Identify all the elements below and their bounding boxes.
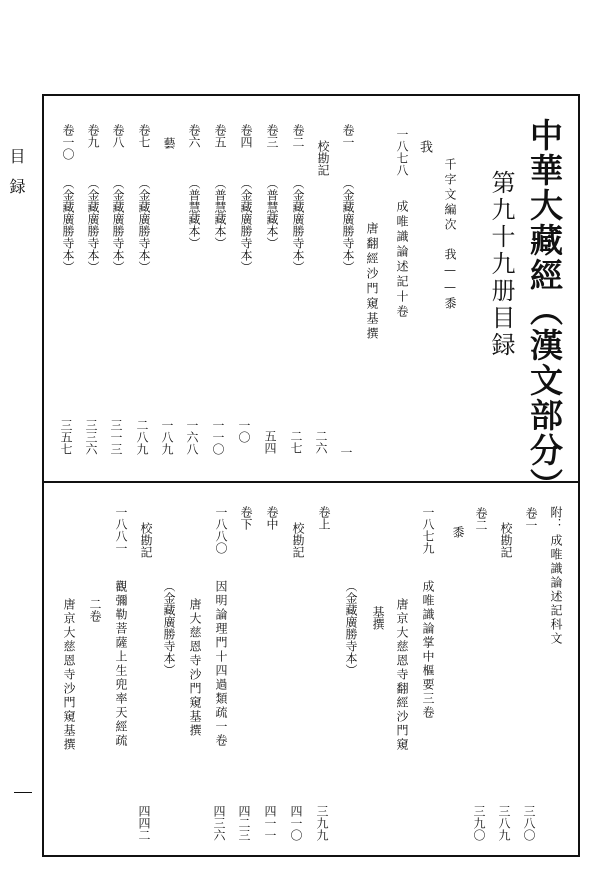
section-source: ︵金藏廣勝寺本︶ xyxy=(341,177,355,273)
section-label: 卷一〇 xyxy=(61,124,75,160)
section-page: 二八九 xyxy=(135,419,149,455)
section-page: 二六 xyxy=(314,430,328,454)
section-label: 校勘記 xyxy=(316,140,330,176)
section-label: 卷上 xyxy=(317,506,331,530)
work-number: 一八七九 xyxy=(421,506,435,554)
section-page: 四二三 xyxy=(237,805,251,841)
section-label: 卷八 xyxy=(111,124,125,148)
section-label: 校勘記 xyxy=(291,522,305,558)
work-author: 唐京大慈恩寺翻經沙門窺 xyxy=(395,598,409,752)
section-source: ︵金藏廣勝寺本︶ xyxy=(239,177,253,273)
section-page: 一一〇 xyxy=(211,419,225,455)
section-label: 卷九 xyxy=(86,124,100,148)
order-note: 千字文編次 我——黍 xyxy=(443,158,457,312)
section-page: 一六八 xyxy=(185,419,199,455)
work-author: 唐翻經沙門窺基撰 xyxy=(365,222,379,342)
group-char-yi: 藝 xyxy=(162,137,176,149)
group-char-wo: 我 xyxy=(417,140,432,153)
section-source: ︵金藏廣勝寺本︶ xyxy=(137,177,151,273)
work-source: ︵金藏廣勝寺本︶ xyxy=(162,580,176,676)
section-source: ︵金藏廣勝寺本︶ xyxy=(111,177,125,273)
section-label: 卷五 xyxy=(213,124,227,148)
margin-title: 目録 xyxy=(7,148,26,208)
appendix-page: 三九〇 xyxy=(472,805,486,841)
section-label: 卷中 xyxy=(265,506,279,530)
page-number xyxy=(14,792,32,793)
section-label: 校勘記 xyxy=(139,522,153,558)
work-volumes: 二卷 xyxy=(88,598,102,622)
work-author: 唐大慈恩寺沙門窺基撰 xyxy=(188,598,202,738)
work-number: 一八七八 xyxy=(395,128,409,176)
appendix-title: 成唯識論述記科文 xyxy=(549,534,563,646)
section-label: 卷六 xyxy=(187,124,201,148)
section-source: ︵金藏廣勝寺本︶ xyxy=(86,177,100,273)
appendix-label: 卷二 xyxy=(474,507,488,531)
appendix-page: 三八〇 xyxy=(522,805,536,841)
section-page: 四三六 xyxy=(212,805,226,841)
section-label: 卷一 xyxy=(341,124,355,148)
work-title: 因明論理門十四過類疏一卷 xyxy=(214,580,228,748)
section-page: 四一〇 xyxy=(289,805,303,841)
section-page: 一 xyxy=(339,446,353,458)
section-source: ︵金藏廣勝寺本︶ xyxy=(61,177,75,273)
section-page: 四一一 xyxy=(263,805,277,841)
section-page: 三一三 xyxy=(109,419,123,455)
appendix-label: 校勘記 xyxy=(499,522,513,558)
section-label: 卷七 xyxy=(137,124,151,148)
page-title: 中華大藏經︵漢文部分︶ xyxy=(525,118,564,503)
work-title: 成唯識論掌中樞要三卷 xyxy=(421,580,435,720)
work-number: 一八八〇 xyxy=(214,506,228,554)
section-page: 二七 xyxy=(289,430,303,454)
section-page: 三三六 xyxy=(84,419,98,455)
section-page: 一八九 xyxy=(160,419,174,455)
work-author: 唐京大慈恩寺沙門窺基撰 xyxy=(62,598,76,752)
appendix-label: 卷一 xyxy=(524,507,538,531)
section-source: ︵普慧藏本︶ xyxy=(265,177,279,249)
section-label: 卷下 xyxy=(239,506,253,530)
section-label: 卷三 xyxy=(265,124,279,148)
section-label: 卷四 xyxy=(239,124,253,148)
appendix-mark: 附： xyxy=(549,506,563,530)
work-title: 觀彌勒菩薩上生兜率天經疏 xyxy=(114,580,128,748)
work-author-cont: 基撰 xyxy=(371,606,385,630)
section-page: 四四二 xyxy=(137,805,151,841)
section-source: ︵金藏廣勝寺本︶ xyxy=(291,177,305,273)
section-label: 卷二 xyxy=(291,124,305,148)
work-number: 一八八一 xyxy=(114,506,128,554)
section-page: 一〇 xyxy=(237,419,251,443)
section-page: 五四 xyxy=(263,430,277,454)
section-divider xyxy=(44,481,578,483)
work-source: ︵金藏廣勝寺本︶ xyxy=(344,580,358,676)
section-page: 三五七 xyxy=(59,419,73,455)
section-source: ︵普慧藏本︶ xyxy=(213,177,227,249)
section-page: 三九九 xyxy=(315,805,329,841)
work-title: 成唯識論述記十卷 xyxy=(395,200,409,320)
volume-title: 第九十九册目録 xyxy=(487,170,515,359)
group-char-shu: 黍 xyxy=(451,526,465,538)
section-source: ︵普慧藏本︶ xyxy=(187,177,201,249)
appendix-page: 三八九 xyxy=(497,805,511,841)
